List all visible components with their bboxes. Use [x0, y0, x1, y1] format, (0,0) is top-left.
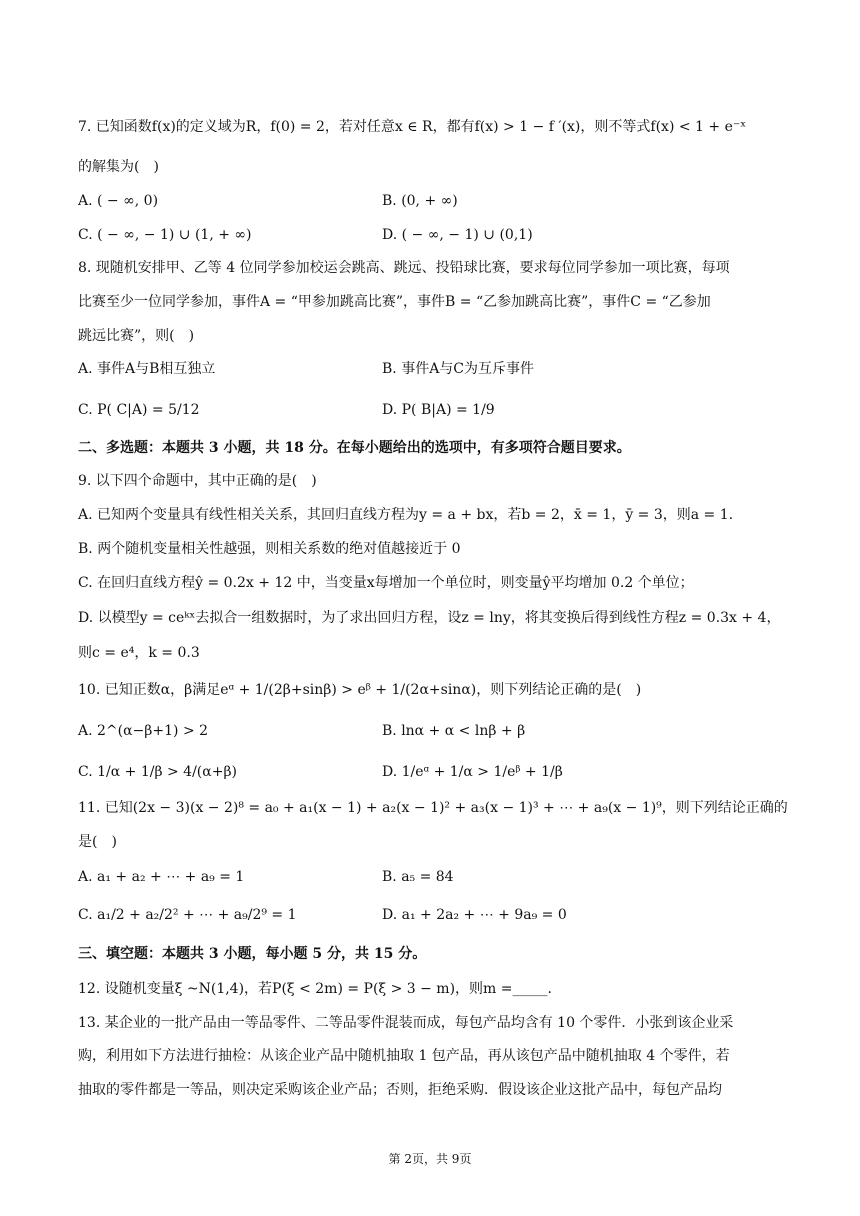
q9-option-d-line-1: D. 以模型y = ceᵏˣ去拟合一组数据时，为了求出回归方程，设z = lny，将其变换后得到线性方程z = 0.3x + 4， [78, 610, 781, 626]
q11-option-b: B. a₅ = 84 [382, 869, 454, 885]
q12-line: 12. 设随机变量ξ ~N(1,4)，若P(ξ < 2m) = P(ξ > 3 − m)，则m =_____. [78, 981, 552, 997]
q13-line-1: 13. 某企业的一批产品由一等品零件、二等品零件混装而成，每包产品均含有 10 个零件．小张到该企业采 [78, 1015, 734, 1031]
section-3-heading: 三、填空题：本题共 3 小题，每小题 5 分，共 15 分。 [78, 946, 427, 962]
q8-option-d: D. P( B|A) = 1/9 [382, 402, 495, 418]
q11-option-d: D. a₁ + 2a₂ + ⋯ + 9a₉ = 0 [382, 907, 567, 923]
q11-option-a: A. a₁ + a₂ + ⋯ + a₉ = 1 [78, 869, 245, 885]
q9-option-c: C. 在回归直线方程ŷ = 0.2x + 12 中，当变量x每增加一个单位时，则变量ŷ平均增加 0.2 个单位； [78, 575, 694, 591]
page-footer: 第 2页，共 9页 [388, 1152, 472, 1166]
q9-option-a: A. 已知两个变量具有线性相关关系，其回归直线方程为y = a + bx，若b = 2，x̄ = 1，ȳ = 3，则a = 1. [78, 507, 734, 523]
q8-line-2: 比赛至少一位同学参加，事件A = “甲参加跳高比赛”，事件B = “乙参加跳高比赛”，事件C = “乙参加 [78, 294, 711, 310]
q11-line-1: 11. 已知(2x − 3)(x − 2)⁸ = a₀ + a₁(x − 1) + a₂(x − 1)² + a₃(x − 1)³ + ⋯ + a₉(x − 1)⁹，则下列结论正确的 [78, 800, 788, 816]
q10-option-c: C. 1/α + 1/β > 4/(α+β) [78, 764, 237, 780]
q10-option-b: B. lnα + α < lnβ + β [382, 723, 526, 739]
section-2-heading: 二、多选题：本题共 3 小题，共 18 分。在每小题给出的选项中，有多项符合题目要求。 [78, 440, 631, 456]
q8-option-b: B. 事件A与C为互斥事件 [382, 361, 535, 377]
q8-option-a: A. 事件A与B相互独立 [78, 361, 216, 377]
q7-line-2: 的解集为( ) [78, 159, 159, 175]
q10-line-1: 10. 已知正数α，β满足eᵅ + 1/(2β+sinβ) > eᵝ + 1/(2α+sinα)，则下列结论正确的是( ) [78, 682, 642, 698]
q11-line-2: 是( ) [78, 834, 117, 850]
q9-line-1: 9. 以下四个命题中，其中正确的是( ) [78, 473, 317, 489]
q7-line-1: 7. 已知函数f(x)的定义域为R，f(0) = 2，若对任意x ∈ R，都有f(x) > 1 − f ′(x)，则不等式f(x) < 1 + e⁻ˣ [78, 119, 747, 135]
q13-line-3: 抽取的零件都是一等品，则决定采购该企业产品；否则，拒绝采购．假设该企业这批产品中，每包产品均 [78, 1082, 722, 1098]
q11-option-c: C. a₁/2 + a₂/2² + ⋯ + a₉/2⁹ = 1 [78, 907, 297, 923]
q8-line-3: 跳远比赛”，则( ) [78, 328, 195, 344]
q10-option-d: D. 1/eᵅ + 1/α > 1/eᵝ + 1/β [382, 764, 563, 780]
q8-option-c: C. P( C|A) = 5/12 [78, 402, 200, 418]
q8-line-1: 8. 现随机安排甲、乙等 4 位同学参加校运会跳高、跳远、投铅球比赛，要求每位同学参加一项比赛，每项 [78, 260, 730, 276]
q7-option-c: C. ( − ∞, − 1) ∪ (1, + ∞) [78, 227, 252, 243]
q7-option-a: A. ( − ∞, 0) [78, 193, 159, 209]
q13-line-2: 购，利用如下方法进行抽检：从该企业产品中随机抽取 1 包产品，再从该包产品中随机抽取 4 个零件，若 [78, 1048, 730, 1064]
q9-option-d-line-2: 则c = e⁴，k = 0.3 [78, 645, 200, 661]
q7-option-b: B. (0, + ∞) [382, 193, 458, 209]
q10-option-a: A. 2^(α−β+1) > 2 [78, 723, 209, 739]
q9-option-b: B. 两个随机变量相关性越强，则相关系数的绝对值越接近于 0 [78, 541, 461, 557]
q7-option-d: D. ( − ∞, − 1) ∪ (0,1) [382, 227, 533, 243]
